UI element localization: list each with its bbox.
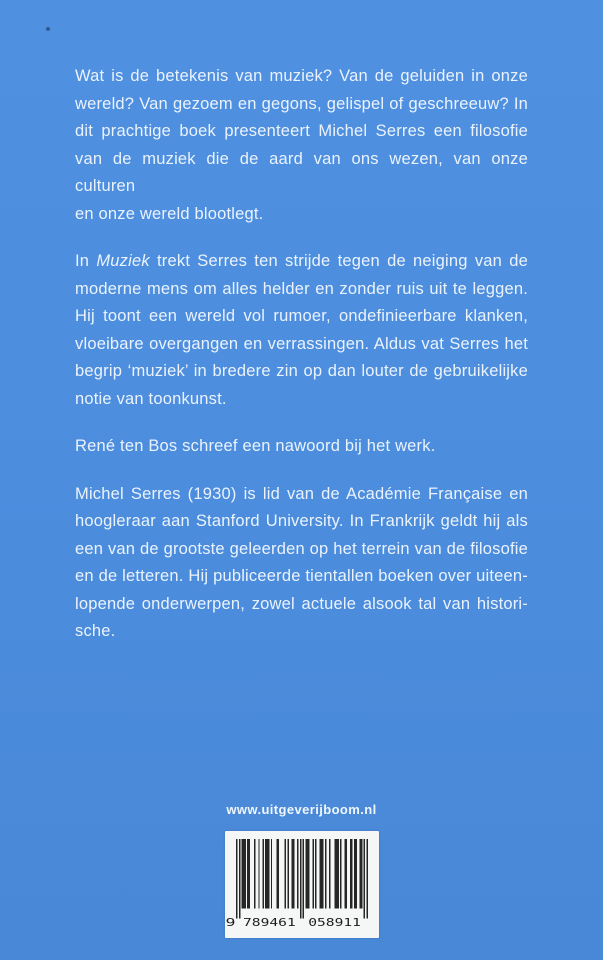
barcode-bar	[241, 839, 242, 909]
barcode-bar	[340, 839, 341, 909]
text-segment: trekt Serres ten strijde tegen de neiging van de	[149, 252, 528, 270]
text-segment: René ten Bos schreef een nawoord bij het werk.	[75, 437, 436, 455]
barcode-bar	[247, 839, 248, 909]
barcode-bar	[359, 839, 360, 909]
text-segment: van de muziek die de aard van ons wezen, van onze culturen	[75, 149, 528, 195]
barcode-bar	[345, 839, 346, 909]
isbn-lead-digit: 9	[225, 917, 236, 927]
text-line	[75, 146, 528, 201]
text-segment: Wat is de betekenis van muziek? Van de geluiden in onze	[75, 67, 528, 85]
barcode-bar	[354, 839, 355, 909]
barcode-bar	[329, 839, 330, 909]
barcode-bar	[284, 839, 285, 909]
text-segment: notie van toonkunst.	[75, 389, 227, 408]
text-segment: moderne mens om alles helder en zonder ruis uit te leggen.	[75, 279, 528, 298]
barcode-guard-bar	[236, 839, 237, 918]
print-speck	[46, 27, 50, 31]
text-segment: wereld? Van gezoem en gegons, gelispel of geschreeuw? In	[75, 94, 528, 113]
barcode-bar	[324, 839, 325, 909]
barcode-bar	[276, 839, 277, 909]
barcode-bar	[297, 839, 298, 909]
text-segment: Hij toont een wereld vol rumoer, ondefinieerbare klanken,	[75, 307, 528, 325]
barcode-bar	[312, 839, 313, 909]
barcode-bar	[334, 839, 335, 909]
isbn-left-group: 789461	[242, 917, 296, 927]
text-line	[75, 433, 528, 461]
text-segment: vloeibare overgangen en verrassingen. Aldus vat Serres het	[75, 334, 528, 353]
barcode-bar	[308, 839, 309, 909]
text-segment: een van de grootste geleerden op het terrein van de filosofie	[75, 539, 528, 558]
barcode-bar	[305, 839, 306, 909]
barcode-bar	[244, 839, 245, 909]
barcode-bar	[360, 839, 361, 909]
barcode-guard-bar	[299, 839, 300, 918]
text-line	[75, 386, 528, 414]
text-line	[75, 248, 528, 276]
barcode-bar	[270, 839, 271, 909]
barcode-bar	[337, 839, 338, 909]
text-segment: In	[75, 252, 97, 270]
barcode-bar	[268, 839, 269, 909]
ean13-barcode	[225, 839, 379, 927]
text-line	[75, 481, 528, 509]
barcode-bar	[335, 839, 336, 909]
barcode-guard-bar	[238, 839, 239, 918]
text-segment: en de letteren. Hij publiceerde tientallen boeken over uiteen-	[75, 567, 528, 585]
barcode-guard-bar	[302, 839, 303, 918]
text-line	[75, 618, 528, 646]
text-line	[75, 508, 528, 536]
barcode-bar	[322, 839, 323, 909]
barcode-bar	[292, 839, 293, 909]
text-line	[75, 536, 528, 564]
paragraph	[75, 63, 528, 228]
barcode-bars	[236, 839, 368, 918]
paragraph	[75, 481, 528, 646]
barcode-bar	[291, 839, 292, 909]
text-segment: begrip ‘muziek’ in bredere zin op dan louter de gebruikelijke	[75, 362, 528, 380]
text-line	[75, 563, 528, 591]
barcode-bar	[248, 839, 249, 909]
text-line	[75, 331, 528, 359]
text-line	[75, 303, 528, 331]
text-segment: dit prachtige boek presenteert Michel Serres een filosofie	[75, 122, 528, 140]
barcode-bar	[266, 839, 267, 909]
barcode-bar	[262, 839, 263, 909]
paragraph	[75, 433, 528, 461]
text-line	[75, 201, 528, 229]
barcode-guard-bar	[363, 839, 364, 918]
barcode-bar	[277, 839, 278, 909]
italic-text: Muziek	[96, 252, 150, 270]
barcode-bar	[258, 839, 259, 909]
text-segment: lopende onderwerpen, zowel actuele alsook tal van histori-	[75, 594, 528, 613]
back-cover-text	[75, 63, 528, 666]
barcode-guard-bar	[366, 839, 367, 918]
barcode-bar	[355, 839, 356, 909]
barcode-bar	[319, 839, 320, 909]
barcode-bar	[315, 839, 316, 909]
barcode-bar	[344, 839, 345, 909]
barcode-bar	[287, 839, 288, 909]
text-line	[75, 591, 528, 619]
barcode-bar	[351, 839, 352, 909]
barcode-bar	[243, 839, 244, 909]
barcode-bar	[254, 839, 255, 909]
text-line	[75, 358, 528, 386]
barcode-bar	[320, 839, 321, 909]
barcode-bar	[306, 839, 307, 909]
barcode	[225, 831, 379, 938]
isbn-right-group: 058911	[307, 917, 361, 927]
barcode-bar	[349, 839, 350, 909]
barcode-bar	[265, 839, 266, 909]
text-line	[75, 91, 528, 119]
text-line	[75, 118, 528, 146]
publisher-website: www.uitgeverijboom.nl	[226, 802, 377, 817]
text-segment: sche.	[75, 622, 116, 640]
text-line	[75, 276, 528, 304]
text-line	[75, 63, 528, 91]
text-segment: Michel Serres (1930) is lid van de Académie Française en	[75, 484, 528, 503]
text-segment: hoogleraar aan Stanford University. In Frankrijk geldt hij als	[75, 512, 528, 530]
text-segment: en onze wereld blootlegt.	[75, 204, 264, 223]
paragraph	[75, 248, 528, 413]
